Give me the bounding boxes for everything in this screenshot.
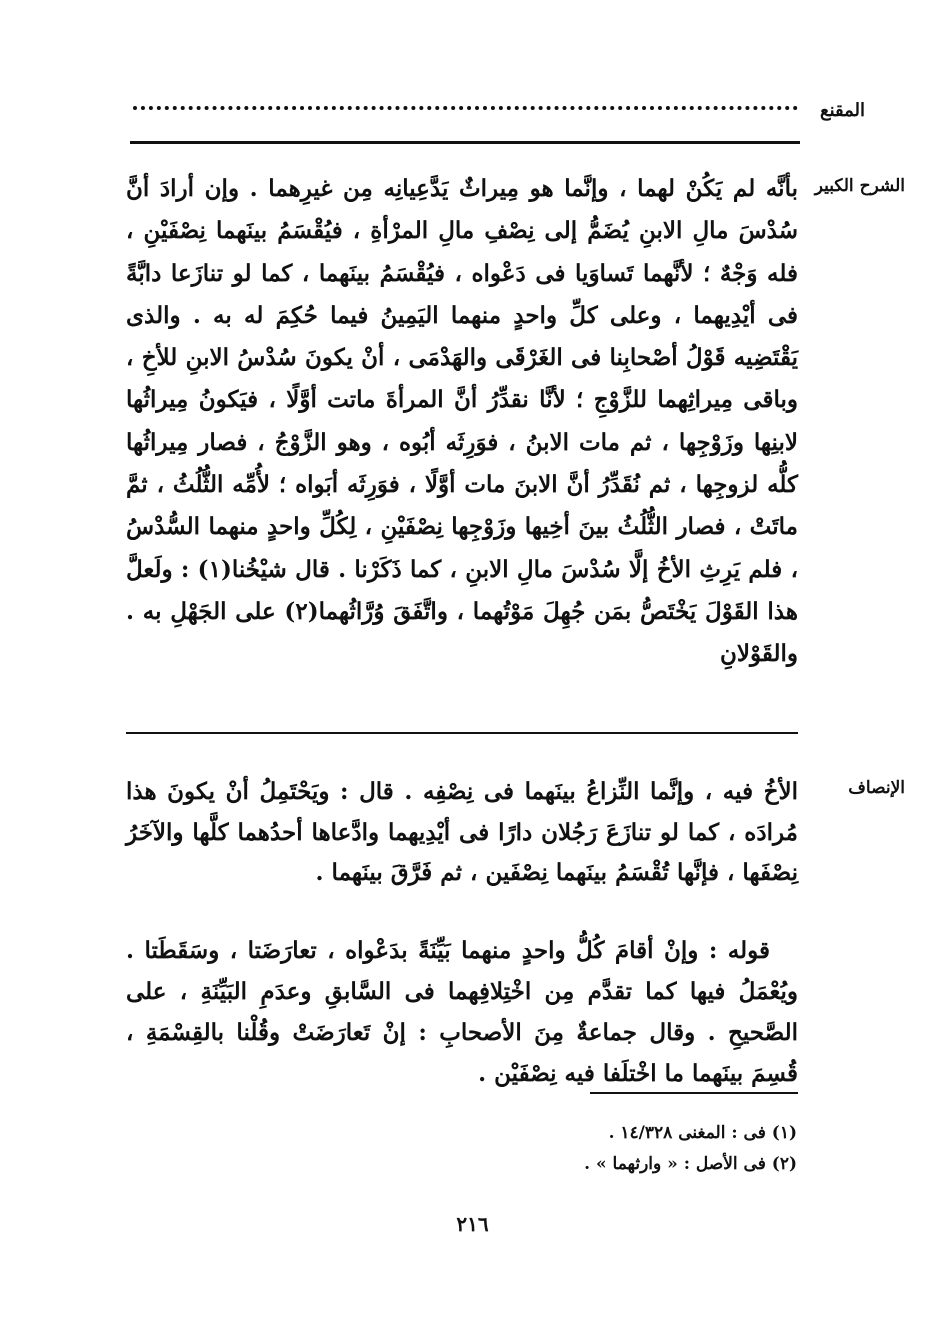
sharh-side-label: الشرح الكبير [814, 176, 905, 196]
running-header-title: المقنع [819, 100, 865, 121]
qawl-paragraph: قوله : وإنْ أقامَ كُلُّ واحدٍ منهما بَيِّنَةً بدَعْواه ، تعارَضَتا ، وسَقَطَتا . ويُعْمَلُ فيها كما تقدَّم مِن اخْتِلافِهما فى السَّابقِ وعدَمِ البَيِّنَةِ ، على الصَّحيحِ . وقال جماعةٌ مِنَ الأصحابِ : إنْ تَعارَضَتْ وقُلْنا بالقِسْمَةِ ، قُسِمَ بينَهما ما اخْتلَفا فيه نِصْفَيْن . [126, 937, 798, 1087]
footnotes [237, 1118, 797, 1180]
insaf-text-block [126, 772, 798, 894]
sharh-paragraph: بأنَّه لم يَكُنْ لهما ، وإنَّما هو مِيراثٌ يَدَّعِيانِه مِن غيرِهما . وإن أرادَ أنَّ سُدْسَ مالِ الابنِ يُضَمُّ إلى نِصْفِ مالِ المرْأةِ ، فيُقْسَمُ بينَهما نِصْفَيْنِ ، فله وَجْهٌ ؛ لأنَّهما تَساوَيا فى دَعْواه ، فيُقْسَمُ بينَهما ، كما لو تنازَعا دابَّةً فى أيْدِيهما ، وعلى كلِّ واحدٍ منهما اليَمِينُ فيما حُكِمَ له به . والذى يَقْتَضِيه قَوْلُ أصْحابِنا فى الغَرْقَى والهَدْمَى ، أنْ يكونَ سُدْسُ الابنِ للأخِ ، وباقى مِيراثِهما للزَّوْجِ ؛ لأنَّا نقدِّرُ أنَّ المرأةَ ماتت أوَّلًا ، فيَكونُ مِيراثُها لابنِها وزَوْجِها ، ثم مات الابنُ ، فوَرِثَه أبُوه ، وهو الزَّوْجُ ، فصار مِيراثُها كلُّه لزوجِها ، ثم نُقَدِّرُ أنَّ الابنَ مات أوَّلًا ، فوَرِثَه أبَواه ؛ لأُمِّه الثُّلُثُ ، ثمَّ ماتَتْ ، فصار الثُّلُثُ بينَ أخِيها وزَوْجِها نِصْفَيْنِ ، لِكُلِّ واحدٍ منهما السُّدْسُ ، فلم يَرِثِ الأخُ إلَّا سُدْسَ مالِ الابنِ ، كما ذَكَرْنا . قال شيْخُنا(١) : ولَعلَّ هذا القَوْلَ يَخْتَصُّ بمَن جُهِلَ مَوْتُهما ، واتَّفَقَ وُرَّاثُهما(٢) على الجَهْلِ به . والقَوْلانِ [126, 175, 798, 668]
header-rule [130, 141, 800, 144]
insaf-paragraph: الأخُ فيه ، وإنَّما النِّزاعُ بينَهما فى نِصْفِه . قال : ويَحْتَمِلُ أنْ يكونَ هذا مُرادَه ، كما لو تنازَعَ رَجُلان دارًا فى أيْدِيهما وادَّعاها أحدُهما كلَّها والآخَرُ نِصْفَها ، فإنَّها تُقْسَمُ بينَهما نِصْفَين ، ثم فَرَّقَ بينَهما . [126, 778, 798, 886]
header-dot-leader [133, 106, 798, 110]
footnote-rule [590, 1092, 798, 1094]
qawl-text-block [126, 930, 798, 1094]
sharh-text-block [126, 168, 798, 676]
section-divider [126, 732, 798, 734]
page-number: ٢١٦ [456, 1212, 489, 1236]
footnote-1: (١) فى : المغنى ١٤/٣٢٨ . [608, 1123, 797, 1143]
insaf-side-label: الإنصاف [848, 778, 905, 798]
footnote-2: (٢) فى الأصل : « وارثهما » . [584, 1154, 797, 1174]
